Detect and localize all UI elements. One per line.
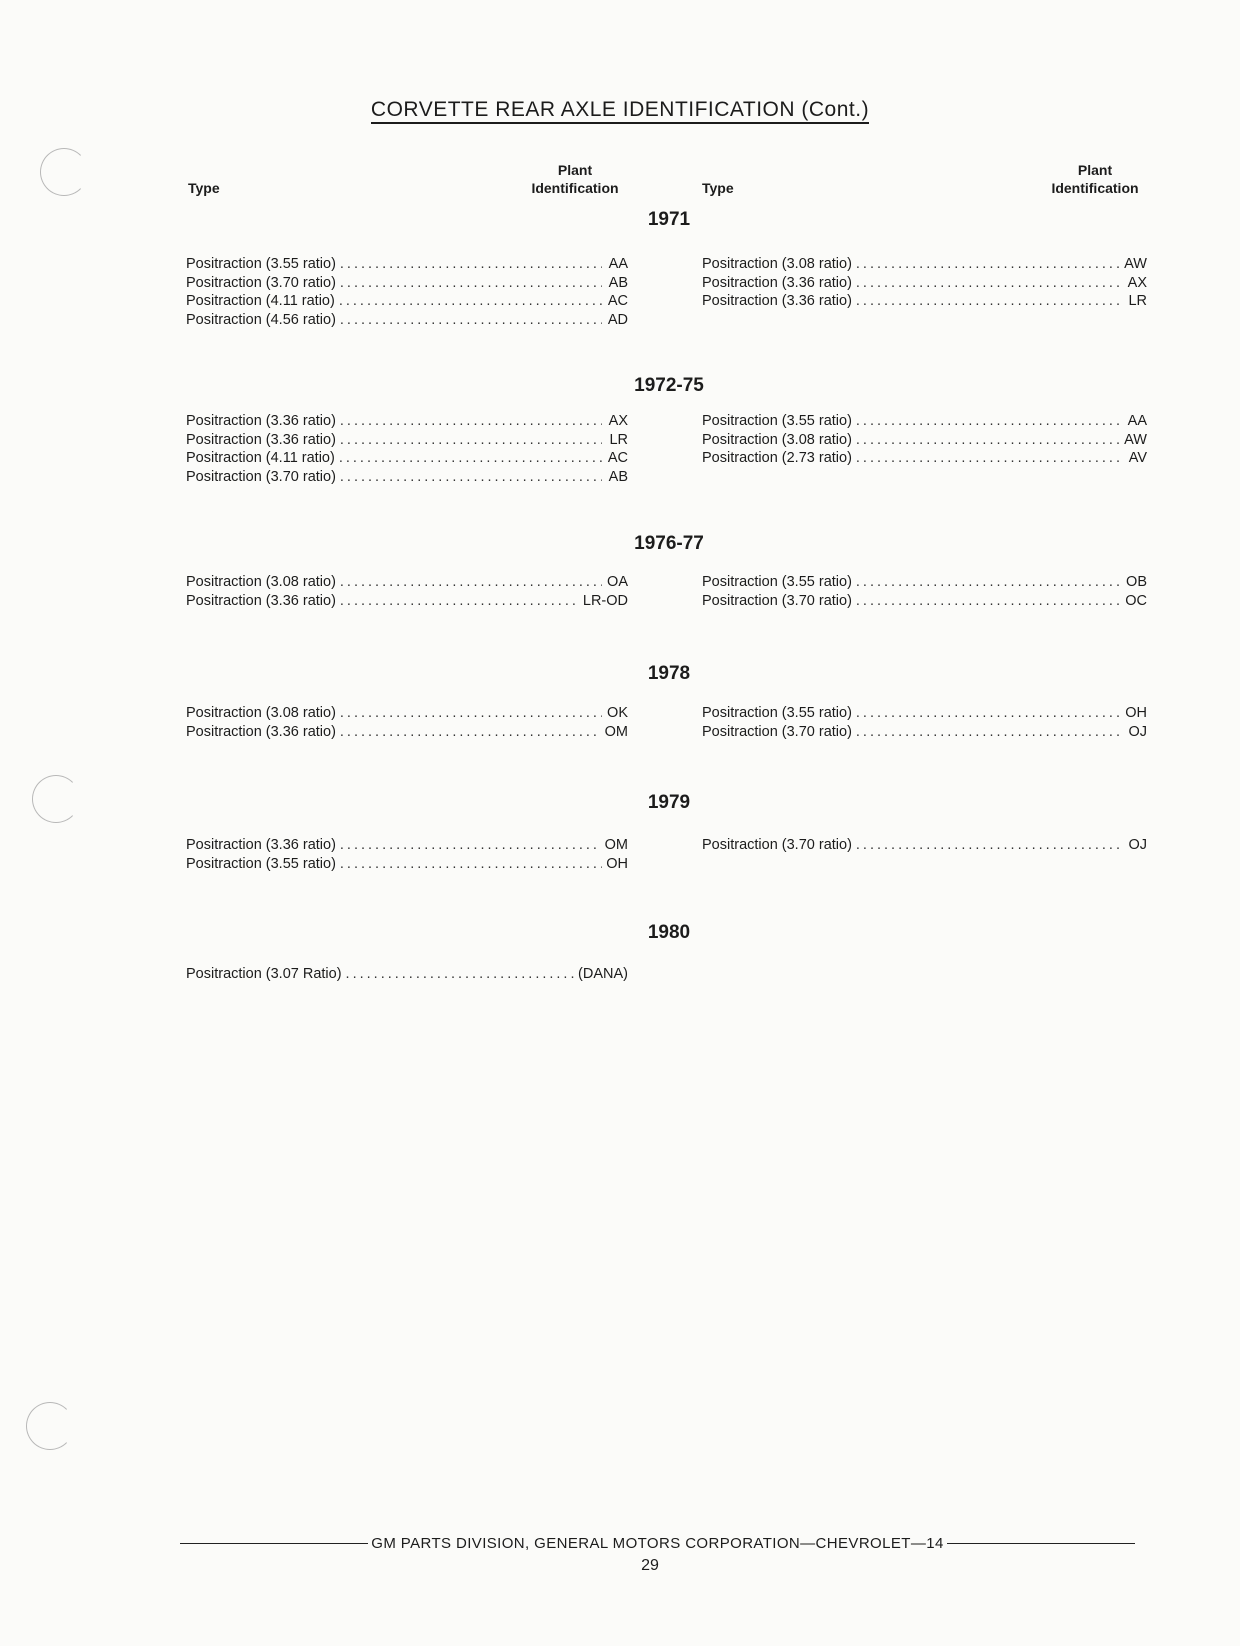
plant-identification-code: OK (607, 705, 628, 721)
entries-left-column (186, 965, 628, 984)
entry-type: Positraction (3.55 ratio) (186, 855, 336, 872)
year-heading: 1972-75 (634, 375, 704, 396)
page-number: 29 (641, 1557, 659, 1574)
entry-type: Positraction (3.08 ratio) (702, 256, 852, 272)
entry-row (702, 431, 1147, 450)
entries-left-column (186, 412, 628, 486)
footer-text: GM PARTS DIVISION, GENERAL MOTORS CORPORATION—CHEVROLET—14 (371, 1535, 944, 1552)
plant-identification-code: LR (1128, 293, 1147, 309)
plant-identification-code: (DANA) (578, 966, 628, 982)
entry-row (702, 723, 1147, 742)
dot-leader (856, 412, 1121, 431)
entry-row (702, 704, 1147, 723)
entry-type: Positraction (3.36 ratio) (186, 592, 336, 609)
entry-type: Positraction (3.70 ratio) (702, 837, 852, 853)
entry-type: Positraction (3.70 ratio) (186, 274, 336, 291)
entry-type: Positraction (3.36 ratio) (702, 293, 852, 309)
plant-identification-code: OC (1125, 592, 1147, 609)
entry-row (186, 592, 628, 611)
entries-left-column (186, 836, 628, 873)
dot-leader (340, 255, 602, 274)
entry-type: Positraction (2.73 ratio) (702, 450, 852, 466)
dot-leader (340, 412, 602, 431)
header-type-right: Type (702, 180, 734, 196)
year-heading: 1980 (647, 922, 691, 943)
dot-leader (340, 836, 601, 855)
header-plant-right: Plant Identification (1051, 162, 1139, 196)
dot-leader (856, 836, 1121, 855)
dot-leader (856, 723, 1121, 742)
plant-identification-code: AX (608, 413, 628, 429)
plant-identification-code: AW (1124, 431, 1147, 448)
plant-identification-code: AC (607, 293, 628, 309)
punch-hole-bottom (26, 1402, 74, 1450)
entry-row (702, 255, 1147, 274)
dot-leader (856, 255, 1120, 274)
plant-identification-code: AV (1128, 450, 1147, 466)
dot-leader (856, 592, 1121, 611)
plant-identification-code: OM (604, 837, 628, 853)
entry-row (186, 573, 628, 592)
plant-identification-code: AB (608, 274, 628, 291)
dot-leader (339, 449, 602, 468)
plant-identification-code: OM (604, 723, 628, 740)
entry-type: Positraction (3.55 ratio) (186, 256, 336, 272)
entry-row (186, 292, 628, 311)
dot-leader (856, 704, 1121, 723)
entry-row (186, 311, 628, 330)
entry-type: Positraction (3.08 ratio) (702, 431, 852, 448)
plant-identification-code: AX (1127, 274, 1147, 291)
dot-leader (340, 723, 601, 742)
dot-leader (340, 573, 602, 592)
dot-leader (340, 274, 602, 293)
entry-row (186, 965, 628, 984)
header-type-left: Type (188, 180, 220, 196)
dot-leader (340, 468, 602, 487)
entries-left-column (186, 255, 628, 329)
entry-type: Positraction (4.56 ratio) (186, 311, 336, 328)
year-heading: 1971 (647, 209, 691, 230)
entry-type: Positraction (3.70 ratio) (186, 468, 336, 485)
plant-identification-code: AD (607, 311, 628, 328)
punch-hole-top (40, 148, 88, 196)
dot-leader (856, 274, 1121, 293)
dot-leader (340, 592, 579, 611)
plant-identification-code: OA (607, 574, 628, 590)
entry-row (702, 449, 1147, 468)
page-title: CORVETTE REAR AXLE IDENTIFICATION (Cont.) (0, 98, 1240, 122)
entry-row (186, 468, 628, 487)
entry-type: Positraction (3.36 ratio) (186, 723, 336, 740)
entries-left-column (186, 704, 628, 741)
entry-type: Positraction (4.11 ratio) (186, 293, 335, 309)
entry-type: Positraction (3.08 ratio) (186, 574, 336, 590)
entry-row (186, 274, 628, 293)
entry-type: Positraction (3.36 ratio) (702, 274, 852, 291)
entry-row (186, 836, 628, 855)
entry-row (702, 592, 1147, 611)
plant-identification-code: AB (608, 468, 628, 485)
dot-leader (856, 573, 1121, 592)
entries-right-column (702, 573, 1147, 610)
dot-leader (856, 431, 1120, 450)
dot-leader (340, 855, 602, 874)
entry-type: Positraction (3.07 Ratio) (186, 966, 342, 982)
entries-right-column (702, 412, 1147, 468)
entry-row (702, 836, 1147, 855)
plant-identification-code: AA (608, 256, 628, 272)
plant-identification-code: OH (606, 855, 628, 872)
entry-row (702, 274, 1147, 293)
dot-leader (340, 704, 602, 723)
entry-row (186, 255, 628, 274)
dot-leader (340, 311, 602, 330)
plant-identification-code: OJ (1128, 837, 1147, 853)
plant-identification-code: AW (1124, 256, 1147, 272)
entry-row (186, 449, 628, 468)
year-heading: 1979 (647, 792, 691, 813)
entry-row (186, 855, 628, 874)
plant-identification-code: AC (607, 450, 628, 466)
plant-identification-code: LR-OD (582, 592, 628, 609)
dot-leader (856, 449, 1121, 468)
entries-right-column (702, 836, 1147, 855)
entry-type: Positraction (3.55 ratio) (702, 413, 852, 429)
entries-right-column (702, 255, 1147, 311)
entry-type: Positraction (3.08 ratio) (186, 705, 336, 721)
entry-row (186, 704, 628, 723)
entry-type: Positraction (3.36 ratio) (186, 413, 336, 429)
entry-type: Positraction (3.70 ratio) (702, 723, 852, 740)
year-heading: 1978 (647, 663, 691, 684)
footer-rule-right (947, 1543, 1135, 1544)
footer-rule-left (180, 1543, 368, 1544)
entry-type: Positraction (3.55 ratio) (702, 574, 852, 590)
entry-row (702, 412, 1147, 431)
entry-type: Positraction (3.36 ratio) (186, 431, 336, 448)
plant-identification-code: OB (1126, 574, 1147, 590)
dot-leader (340, 431, 602, 450)
dot-leader (339, 292, 602, 311)
entry-row (702, 292, 1147, 311)
entry-row (186, 723, 628, 742)
entries-right-column (702, 704, 1147, 741)
entries-left-column (186, 573, 628, 610)
entry-type: Positraction (3.55 ratio) (702, 705, 852, 721)
entry-type: Positraction (3.70 ratio) (702, 592, 852, 609)
entry-row (186, 431, 628, 450)
entry-row (186, 412, 628, 431)
dot-leader (856, 292, 1121, 311)
entry-type: Positraction (4.11 ratio) (186, 450, 335, 466)
plant-identification-code: AA (1127, 413, 1147, 429)
header-plant-left: Plant Identification (531, 162, 619, 196)
page-footer (180, 1535, 1135, 1552)
plant-identification-code: LR (609, 431, 628, 448)
dot-leader (346, 965, 575, 984)
year-heading: 1976-77 (634, 533, 704, 554)
plant-identification-code: OJ (1128, 723, 1147, 740)
entry-type: Positraction (3.36 ratio) (186, 837, 336, 853)
entry-row (702, 573, 1147, 592)
plant-identification-code: OH (1125, 705, 1147, 721)
